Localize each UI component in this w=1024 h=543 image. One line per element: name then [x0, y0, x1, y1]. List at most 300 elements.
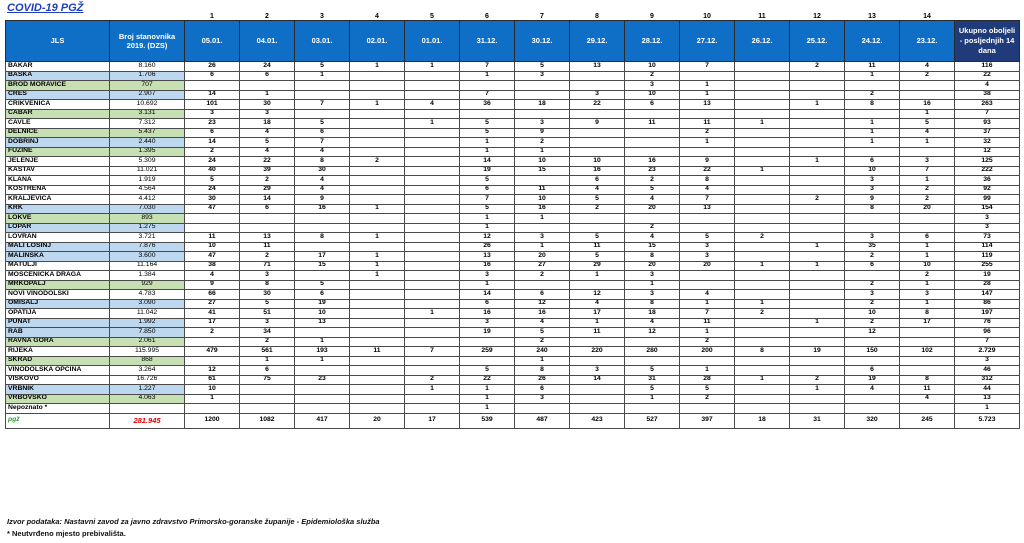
case-count-cell: 22: [570, 100, 625, 110]
case-count-cell: 18: [240, 119, 295, 129]
table-row: [6, 280, 1020, 290]
case-count-cell: 1: [790, 242, 845, 252]
case-count-cell: 5: [625, 185, 680, 195]
case-count-cell: 2: [790, 62, 845, 72]
case-count-cell: [350, 128, 405, 138]
case-count-cell: 11: [625, 119, 680, 129]
case-count-cell: 7: [680, 62, 735, 72]
case-count-cell: 4: [845, 385, 900, 395]
case-count-cell: 4: [570, 185, 625, 195]
case-count-cell: [515, 109, 570, 119]
case-count-cell: [350, 71, 405, 81]
footnote: * Neutvrđeno mjesto prebivališta.: [7, 529, 126, 538]
municipality-name: MALINSKA: [6, 252, 110, 262]
population-cell: 7.876: [110, 242, 185, 252]
blank-cell: [110, 11, 185, 21]
case-count-cell: [680, 404, 735, 414]
case-count-cell: 5: [570, 252, 625, 262]
pgz-logo-text: pgž: [6, 413, 110, 428]
case-count-cell: [845, 223, 900, 233]
summary-count: 17: [405, 413, 460, 428]
case-count-cell: [405, 318, 460, 328]
municipality-name: VINODOLSKA OPĆINA: [6, 366, 110, 376]
municipality-name: MALI LOŠINJ: [6, 242, 110, 252]
case-count-cell: [185, 356, 240, 366]
case-count-cell: [350, 356, 405, 366]
case-count-cell: 1: [460, 385, 515, 395]
case-count-cell: 6: [570, 176, 625, 186]
case-count-cell: 11: [185, 233, 240, 243]
case-count-cell: 2: [790, 375, 845, 385]
case-count-cell: 16: [515, 204, 570, 214]
case-count-cell: 4: [680, 185, 735, 195]
case-count-cell: 1: [460, 147, 515, 157]
case-count-cell: 4: [295, 176, 350, 186]
case-count-cell: [350, 404, 405, 414]
case-count-cell: 3: [900, 157, 955, 167]
case-count-cell: 11: [570, 328, 625, 338]
case-count-cell: 1: [350, 233, 405, 243]
case-count-cell: [405, 233, 460, 243]
table-row: [6, 233, 1020, 243]
header-population: Broj stanovnika 2019. (DZS): [110, 21, 185, 62]
case-count-cell: 4: [625, 233, 680, 243]
case-count-cell: [405, 185, 460, 195]
case-count-cell: [735, 328, 790, 338]
case-count-cell: 220: [570, 347, 625, 357]
case-count-cell: [790, 271, 845, 281]
total-cell: 19: [955, 271, 1020, 281]
case-count-cell: [845, 214, 900, 224]
case-count-cell: 5: [570, 233, 625, 243]
case-count-cell: 2: [845, 299, 900, 309]
case-count-cell: 1: [845, 119, 900, 129]
case-count-cell: 1: [405, 119, 460, 129]
case-count-cell: 2: [900, 71, 955, 81]
case-count-cell: 6: [460, 299, 515, 309]
case-count-cell: [735, 195, 790, 205]
column-number: 5: [430, 13, 434, 20]
case-count-cell: 75: [240, 375, 295, 385]
case-count-cell: 1: [185, 394, 240, 404]
municipality-name: FUŽINE: [6, 147, 110, 157]
case-count-cell: 11: [570, 242, 625, 252]
case-count-cell: [900, 328, 955, 338]
municipality-name: VIŠKOVO: [6, 375, 110, 385]
total-cell: 7: [955, 337, 1020, 347]
case-count-cell: [735, 280, 790, 290]
case-count-cell: 8: [295, 233, 350, 243]
case-count-cell: 13: [570, 62, 625, 72]
municipality-name: KASTAV: [6, 166, 110, 176]
table-row: [6, 337, 1020, 347]
total-cell: 12: [955, 147, 1020, 157]
case-count-cell: 16: [295, 204, 350, 214]
case-count-cell: [405, 214, 460, 224]
case-count-cell: [405, 366, 460, 376]
case-count-cell: 15: [295, 261, 350, 271]
total-cell: 1: [955, 404, 1020, 414]
case-count-cell: 6: [625, 100, 680, 110]
total-cell: 13: [955, 394, 1020, 404]
case-count-cell: 26: [515, 375, 570, 385]
case-count-cell: [845, 394, 900, 404]
case-count-cell: [790, 404, 845, 414]
case-count-cell: 193: [295, 347, 350, 357]
case-count-cell: [350, 223, 405, 233]
case-count-cell: 4: [185, 271, 240, 281]
total-cell: 119: [955, 252, 1020, 262]
case-count-cell: 22: [240, 157, 295, 167]
municipality-name: JELENJE: [6, 157, 110, 167]
case-count-cell: [295, 385, 350, 395]
table-row: [6, 119, 1020, 129]
case-count-cell: 2: [625, 71, 680, 81]
population-cell: 868: [110, 356, 185, 366]
case-count-cell: 1: [680, 299, 735, 309]
case-count-cell: [405, 81, 460, 91]
case-count-cell: [900, 404, 955, 414]
case-count-cell: [790, 71, 845, 81]
total-cell: 197: [955, 309, 1020, 319]
case-count-cell: [845, 404, 900, 414]
case-count-cell: 1: [515, 242, 570, 252]
case-count-cell: [405, 404, 460, 414]
column-number: 3: [320, 13, 324, 20]
case-count-cell: 30: [295, 166, 350, 176]
case-count-cell: [515, 90, 570, 100]
case-count-cell: 11: [240, 242, 295, 252]
case-count-cell: 15: [515, 166, 570, 176]
municipality-name: KRALJEVICA: [6, 195, 110, 205]
case-count-cell: [625, 128, 680, 138]
case-count-cell: 34: [240, 328, 295, 338]
population-cell: 3.600: [110, 252, 185, 262]
case-count-cell: 4: [295, 147, 350, 157]
case-count-cell: 1: [790, 100, 845, 110]
case-count-cell: 47: [185, 204, 240, 214]
case-count-cell: 36: [460, 100, 515, 110]
case-count-cell: 6: [900, 233, 955, 243]
case-count-cell: [735, 337, 790, 347]
case-count-cell: 16: [460, 261, 515, 271]
table-row: [6, 261, 1020, 271]
summary-total: 5.723: [955, 413, 1020, 428]
case-count-cell: 17: [570, 309, 625, 319]
case-count-cell: [845, 81, 900, 91]
summary-count: 487: [515, 413, 570, 428]
summary-row: [6, 413, 1020, 428]
case-count-cell: 5: [295, 62, 350, 72]
population-cell: 11.164: [110, 261, 185, 271]
table-row: [6, 223, 1020, 233]
case-count-cell: 3: [515, 394, 570, 404]
case-count-cell: 5: [460, 128, 515, 138]
case-count-cell: 14: [570, 375, 625, 385]
summary-count: 31: [790, 413, 845, 428]
blank-cell: [6, 11, 110, 21]
case-count-cell: [350, 119, 405, 129]
case-count-cell: [240, 223, 295, 233]
total-cell: 125: [955, 157, 1020, 167]
case-count-cell: 4: [900, 394, 955, 404]
case-count-cell: 1: [350, 100, 405, 110]
case-count-cell: 11: [350, 347, 405, 357]
case-count-cell: 1: [900, 280, 955, 290]
case-count-cell: [845, 337, 900, 347]
case-count-cell: 2: [185, 328, 240, 338]
case-count-cell: [845, 271, 900, 281]
case-count-cell: [790, 204, 845, 214]
case-count-cell: 2: [405, 375, 460, 385]
case-count-cell: [735, 147, 790, 157]
case-count-cell: [900, 223, 955, 233]
case-count-cell: 66: [185, 290, 240, 300]
case-count-cell: [900, 337, 955, 347]
case-count-cell: [295, 271, 350, 281]
case-count-cell: 9: [515, 128, 570, 138]
case-count-cell: 8: [680, 176, 735, 186]
case-count-cell: 1: [295, 356, 350, 366]
case-count-cell: [405, 176, 460, 186]
municipality-name: DOBRINJ: [6, 138, 110, 148]
case-count-cell: [405, 299, 460, 309]
case-count-cell: [350, 90, 405, 100]
case-count-cell: 1: [350, 204, 405, 214]
case-count-cell: 2: [900, 185, 955, 195]
case-count-cell: 17: [185, 318, 240, 328]
table-row: [6, 147, 1020, 157]
case-count-cell: [735, 81, 790, 91]
summary-count: 417: [295, 413, 350, 428]
case-count-cell: 9: [845, 195, 900, 205]
case-count-cell: 2: [680, 337, 735, 347]
population-cell: 3.264: [110, 366, 185, 376]
total-cell: 28: [955, 280, 1020, 290]
case-count-cell: [570, 223, 625, 233]
case-count-cell: [350, 366, 405, 376]
population-cell: 1.384: [110, 271, 185, 281]
table-row: [6, 128, 1020, 138]
case-count-cell: 15: [625, 242, 680, 252]
case-count-cell: [680, 356, 735, 366]
case-count-cell: 5: [515, 62, 570, 72]
case-count-cell: [790, 299, 845, 309]
case-count-cell: 7: [405, 347, 460, 357]
case-count-cell: 1: [680, 328, 735, 338]
case-count-cell: [570, 147, 625, 157]
municipality-name: RIJEKA: [6, 347, 110, 357]
case-count-cell: [570, 214, 625, 224]
total-cell: 312: [955, 375, 1020, 385]
case-count-cell: [790, 119, 845, 129]
case-count-cell: 3: [570, 366, 625, 376]
case-count-cell: 5: [185, 176, 240, 186]
case-count-cell: 39: [240, 166, 295, 176]
case-count-cell: 11: [680, 119, 735, 129]
case-count-cell: 23: [625, 166, 680, 176]
case-count-cell: [735, 223, 790, 233]
header-date: 01.01.: [405, 21, 460, 62]
case-count-cell: [625, 404, 680, 414]
table-row: [6, 252, 1020, 262]
municipality-name: OMIŠALJ: [6, 299, 110, 309]
column-number: 8: [595, 13, 599, 20]
column-number: 14: [923, 13, 931, 20]
case-count-cell: 1: [350, 252, 405, 262]
case-count-cell: [295, 81, 350, 91]
case-count-cell: [295, 214, 350, 224]
case-count-cell: 24: [240, 62, 295, 72]
case-count-cell: 3: [900, 290, 955, 300]
table-row: [6, 109, 1020, 119]
municipality-name: CRES: [6, 90, 110, 100]
case-count-cell: 2: [515, 337, 570, 347]
case-count-cell: 31: [625, 375, 680, 385]
case-count-cell: [625, 214, 680, 224]
case-count-cell: 7: [295, 138, 350, 148]
case-count-cell: [790, 166, 845, 176]
case-count-cell: 479: [185, 347, 240, 357]
case-count-cell: [350, 337, 405, 347]
case-count-cell: 6: [295, 290, 350, 300]
case-count-cell: [790, 185, 845, 195]
case-count-cell: [790, 128, 845, 138]
case-count-cell: 27: [515, 261, 570, 271]
population-cell: 1.992: [110, 318, 185, 328]
case-count-cell: [790, 309, 845, 319]
population-cell: 3.090: [110, 299, 185, 309]
total-cell: 86: [955, 299, 1020, 309]
case-count-cell: 8: [845, 204, 900, 214]
case-count-cell: [350, 242, 405, 252]
case-count-cell: 13: [680, 100, 735, 110]
case-count-cell: 3: [625, 271, 680, 281]
case-count-cell: [515, 280, 570, 290]
total-cell: 44: [955, 385, 1020, 395]
case-count-cell: 8: [515, 366, 570, 376]
case-count-cell: 19: [460, 166, 515, 176]
total-cell: 32: [955, 138, 1020, 148]
total-cell: 2.729: [955, 347, 1020, 357]
case-count-cell: 2: [515, 271, 570, 281]
case-count-cell: 8: [625, 299, 680, 309]
case-count-cell: [625, 356, 680, 366]
case-count-cell: 2: [515, 138, 570, 148]
case-count-cell: 14: [185, 138, 240, 148]
case-count-cell: 102: [900, 347, 955, 357]
case-count-cell: [240, 404, 295, 414]
municipality-name: ČAVLE: [6, 119, 110, 129]
case-count-cell: 2: [845, 90, 900, 100]
table-row: [6, 299, 1020, 309]
case-count-cell: 5: [680, 385, 735, 395]
case-count-cell: 20: [900, 204, 955, 214]
case-count-cell: 1: [460, 214, 515, 224]
case-count-cell: [185, 404, 240, 414]
total-cell: 3: [955, 223, 1020, 233]
population-cell: 1.275: [110, 223, 185, 233]
table-row: [6, 204, 1020, 214]
case-count-cell: [405, 271, 460, 281]
case-count-cell: [900, 366, 955, 376]
case-count-cell: [735, 204, 790, 214]
summary-count: 1200: [185, 413, 240, 428]
covid-table: [5, 11, 1020, 429]
case-count-cell: [350, 394, 405, 404]
population-cell: 5.309: [110, 157, 185, 167]
case-count-cell: 3: [625, 290, 680, 300]
population-cell: 11.042: [110, 309, 185, 319]
population-cell: 2.907: [110, 90, 185, 100]
case-count-cell: 30: [185, 195, 240, 205]
case-count-cell: 12: [185, 366, 240, 376]
municipality-name: OPATIJA: [6, 309, 110, 319]
case-count-cell: 29: [570, 261, 625, 271]
case-count-cell: 71: [240, 261, 295, 271]
case-count-cell: 12: [570, 290, 625, 300]
case-count-cell: 3: [460, 318, 515, 328]
case-count-cell: [790, 233, 845, 243]
header-row: [6, 21, 1020, 62]
case-count-cell: 1: [295, 71, 350, 81]
header-date: 05.01.: [185, 21, 240, 62]
total-cell: 222: [955, 166, 1020, 176]
case-count-cell: 18: [625, 309, 680, 319]
population-cell: 929: [110, 280, 185, 290]
case-count-cell: 13: [460, 252, 515, 262]
case-count-cell: 8: [735, 347, 790, 357]
case-count-cell: 1: [790, 318, 845, 328]
case-count-cell: [570, 385, 625, 395]
header-date: 04.01.: [240, 21, 295, 62]
case-count-cell: 10: [625, 62, 680, 72]
header-date: 31.12.: [460, 21, 515, 62]
column-number: 9: [650, 13, 654, 20]
table-row: [6, 176, 1020, 186]
case-count-cell: 13: [680, 204, 735, 214]
case-count-cell: [680, 147, 735, 157]
population-cell: 1.395: [110, 147, 185, 157]
case-count-cell: [790, 328, 845, 338]
case-count-cell: 5: [460, 176, 515, 186]
summary-count: 423: [570, 413, 625, 428]
case-count-cell: 1: [460, 404, 515, 414]
case-count-cell: 11: [845, 62, 900, 72]
case-count-cell: 2: [900, 195, 955, 205]
municipality-name: BROD MORAVICE: [6, 81, 110, 91]
summary-population: 281.945: [110, 413, 185, 428]
population-cell: 8.160: [110, 62, 185, 72]
case-count-cell: 1: [900, 138, 955, 148]
municipality-name: MOŠĆENIČKA DRAGA: [6, 271, 110, 281]
case-count-cell: [240, 214, 295, 224]
case-count-cell: 7: [460, 90, 515, 100]
case-count-cell: [350, 290, 405, 300]
case-count-cell: 2: [845, 280, 900, 290]
case-count-cell: 6: [240, 366, 295, 376]
municipality-name: MRKOPALJ: [6, 280, 110, 290]
case-count-cell: 4: [625, 318, 680, 328]
case-count-cell: 1: [460, 138, 515, 148]
case-count-cell: [295, 223, 350, 233]
case-count-cell: [845, 109, 900, 119]
case-count-cell: 8: [295, 157, 350, 167]
case-count-cell: 6: [845, 261, 900, 271]
case-count-cell: 1: [350, 271, 405, 281]
case-count-cell: 1: [735, 166, 790, 176]
case-count-cell: 6: [185, 71, 240, 81]
